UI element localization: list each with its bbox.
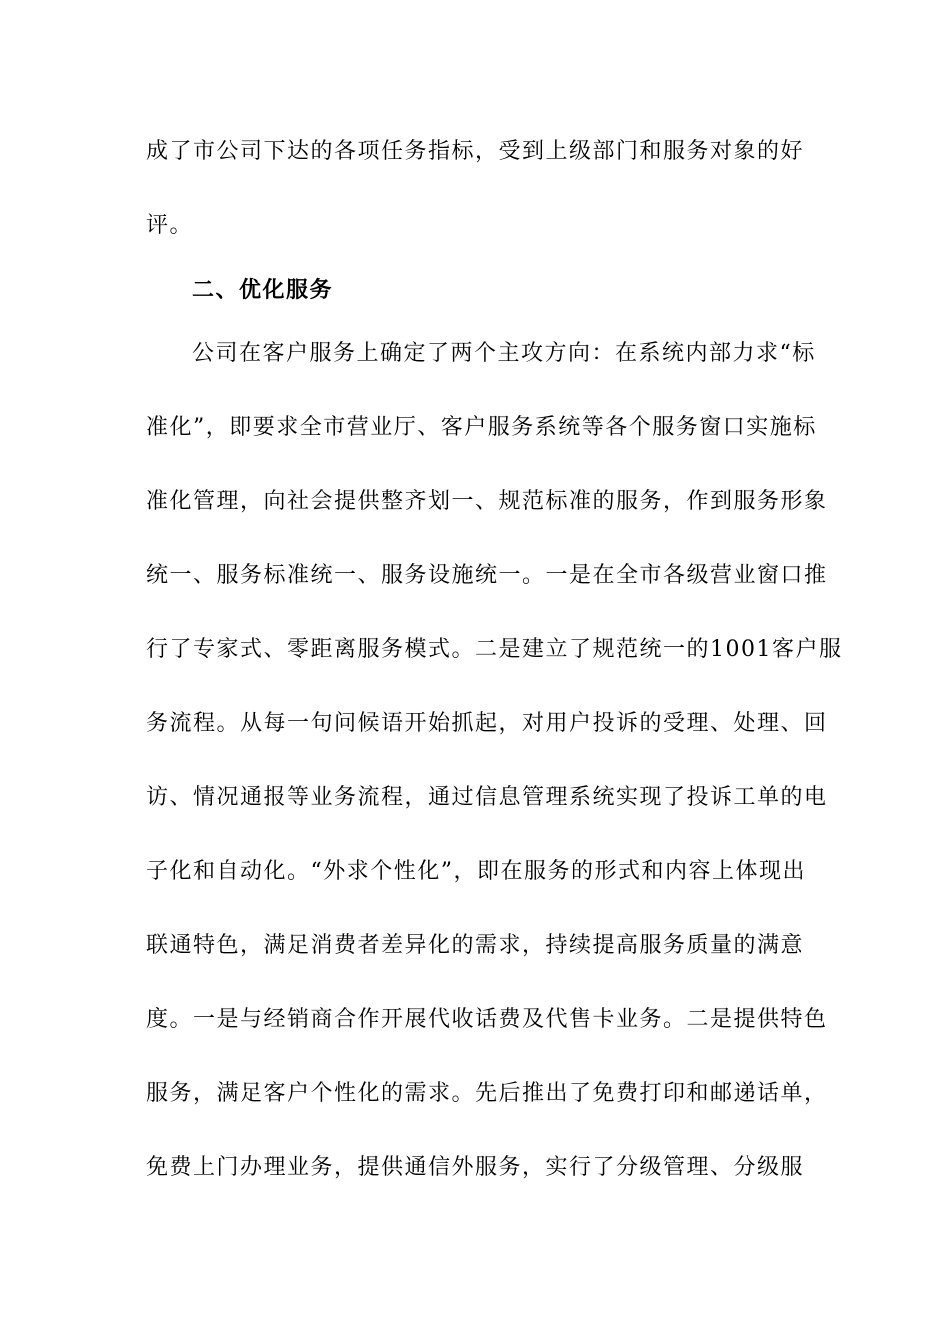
section-heading: 二、优化服务 (192, 277, 334, 303)
body-text-line: 服务，满足客户个性化的需求。先后推出了免费打印和邮递话单， (146, 1081, 828, 1106)
body-text-line: 行了专家式、零距离服务模式。二是建立了规范统一的1001客户服 (146, 637, 843, 662)
body-text-line: 统一、服务标准统一、服务设施统一。一是在全市各级营业窗口推 (146, 563, 828, 588)
body-text-line: 准化管理，向社会提供整齐划一、规范标准的服务，作到服务形象 (146, 489, 828, 514)
body-text-line: 成了市公司下达的各项任务指标，受到上级部门和服务对象的好 (146, 139, 805, 164)
body-text-line: 访、情况通报等业务流程，通过信息管理系统实现了投诉工单的电 (146, 785, 828, 810)
body-text-line: 准化”，即要求全市营业厅、客户服务系统等各个服务窗口实施标 (146, 415, 817, 440)
body-text-line: 公司在客户服务上确定了两个主攻方向：在系统内部力求“标 (192, 341, 816, 366)
body-text-line: 务流程。从每一句问候语开始抓起，对用户投诉的受理、处理、回 (146, 711, 828, 736)
body-text-line: 联通特色，满足消费者差异化的需求，持续提高服务质量的满意 (146, 933, 805, 958)
body-text-line: 度。一是与经销商合作开展代收话费及代售卡业务。二是提供特色 (146, 1007, 828, 1032)
body-text-line: 免费上门办理业务，提供通信外服务，实行了分级管理、分级服 (146, 1155, 805, 1180)
body-text-line: 评。 (146, 213, 194, 238)
body-text-line: 子化和自动化。“外求个性化”，即在服务的形式和内容上体现出 (146, 859, 806, 884)
